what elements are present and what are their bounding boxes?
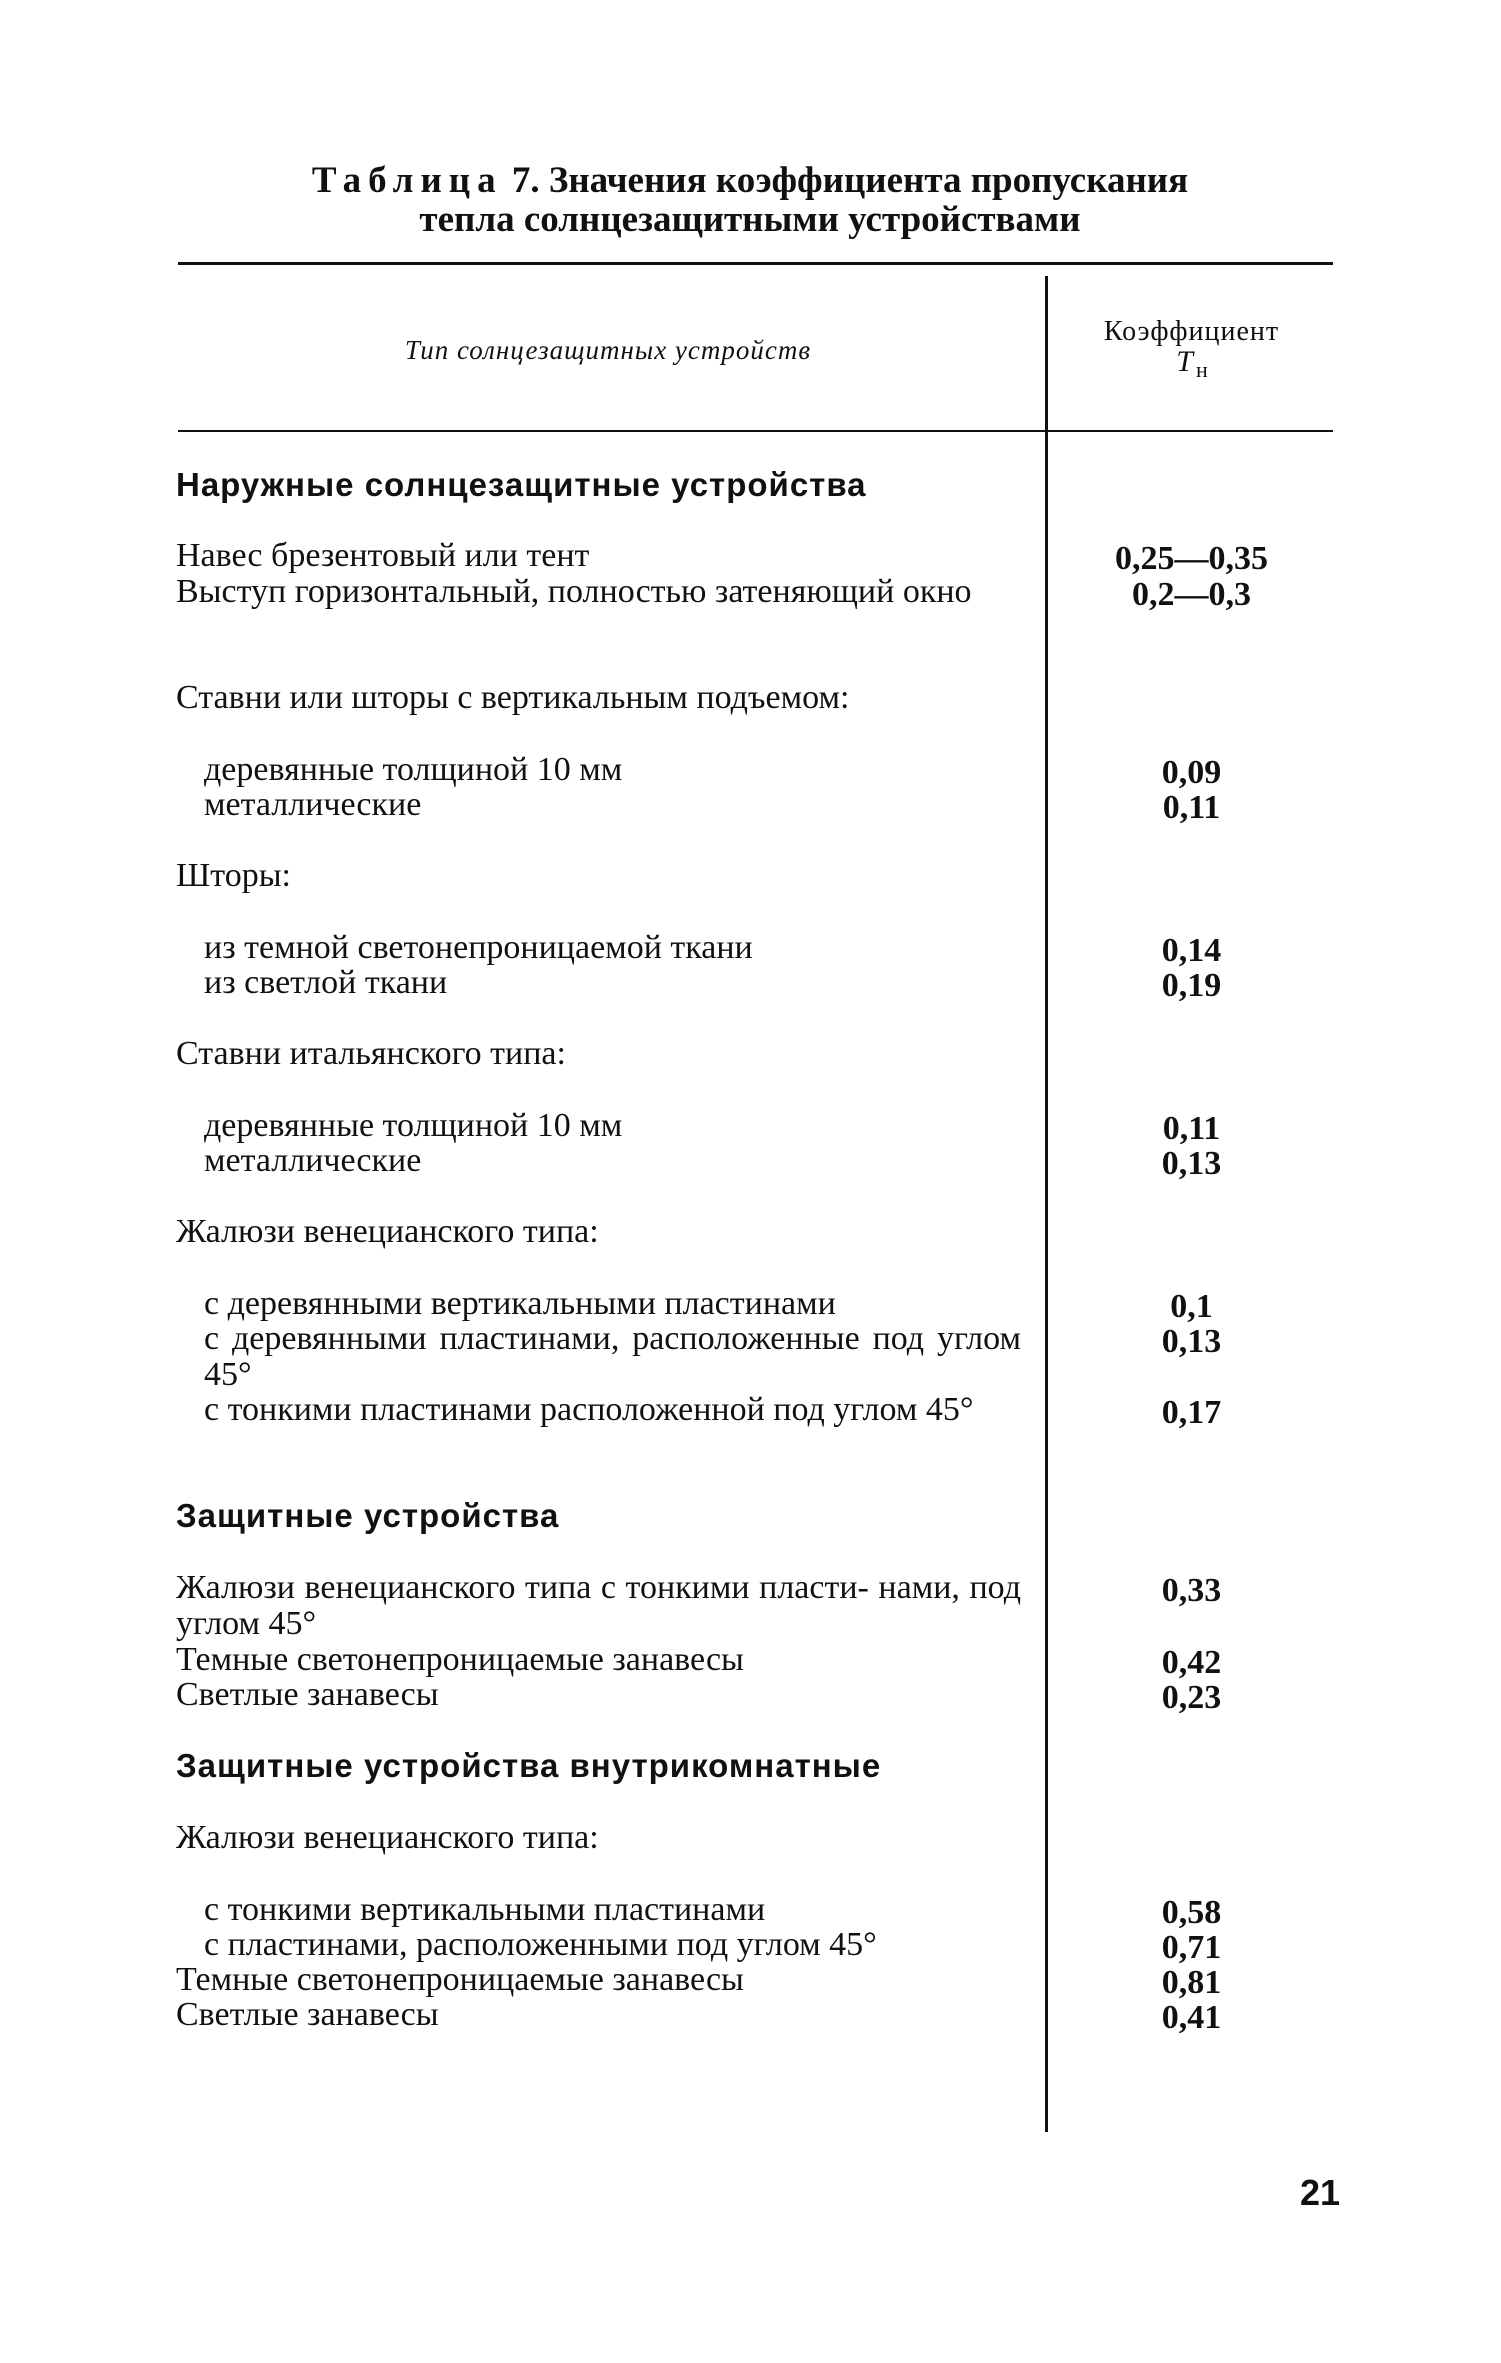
row-value: 0,17 [1161,1394,1222,1431]
row-label: с пластинами, расположенными под углом 45° [204,1926,877,1963]
row-value: 0,58 [1161,1894,1222,1931]
symbol-subscript: н [1195,357,1209,382]
row-value: 0,09 [1161,754,1222,791]
row-label: Светлые занавесы [176,1676,439,1713]
group-label: Ставни итальянского типа: [176,1035,566,1072]
row-value: 0,2—0,3 [1132,576,1251,613]
row-label: Жалюзи венецианского типа с тонкими пласти- нами, под углом 45° [176,1569,1021,1642]
header-coefficient-column [1050,315,1333,381]
row-label: металлические [204,786,422,823]
page-number: 21 [1300,2172,1341,2213]
row-value: 0,11 [1162,789,1221,826]
row-label: деревянные толщиной 10 мм [204,751,623,788]
row-label: Выступ горизонтальный, полностью затеняющий окно [176,573,972,610]
table-title-rest: 7. Значения коэффициента пропускания [502,160,1189,201]
row-value: 0,23 [1161,1679,1222,1716]
section-heading: Наружные солнцезащитные устройства [176,466,867,503]
row-value: 0,41 [1161,1999,1222,2036]
group-label: Ставни или шторы с вертикальным подъемом: [176,679,850,716]
row-label: с тонкими пластинами расположенной под углом 45° [204,1391,974,1428]
header-coefficient-label: Коэффициент [1103,316,1280,347]
row-value: 0,14 [1161,932,1222,969]
row-label: деревянные толщиной 10 мм [204,1107,623,1144]
table-top-rule [178,262,1333,265]
header-bottom-rule [178,430,1333,432]
symbol-t: T [1176,345,1194,378]
row-label: из темной светонепроницаемой ткани [204,929,753,966]
row-value: 0,25—0,35 [1115,540,1268,577]
table-title-line1 [150,161,1350,201]
row-label: металлические [204,1142,422,1179]
column-divider [1045,276,1048,2132]
header-coefficient-symbol [1050,345,1333,381]
row-value: 0,71 [1161,1929,1222,1966]
row-label: Навес брезентовый или тент [176,537,590,574]
row-value: 0,42 [1161,1644,1222,1681]
row-value: 0,1 [1170,1288,1213,1325]
group-label: Жалюзи венецианского типа: [176,1213,599,1250]
row-value: 0,81 [1161,1964,1222,2001]
group-label: Шторы: [176,857,291,894]
row-label: с деревянными пластинами, расположенные под углом 45° [204,1320,1021,1393]
row-value: 0,13 [1161,1323,1222,1360]
header-type-column: Тип солнцезащитных устройств [404,335,812,365]
row-label: Темные светонепроницаемые занавесы [176,1961,744,1998]
group-label: Жалюзи венецианского типа: [176,1819,599,1856]
row-label: из светлой ткани [204,964,448,1001]
row-value: 0,19 [1161,967,1222,1004]
row-value: 0,11 [1162,1110,1221,1147]
section-heading: Защитные устройства внутрикомнатные [176,1747,882,1784]
row-label: с тонкими вертикальными пластинами [204,1891,766,1928]
row-value: 0,33 [1161,1572,1222,1609]
table-title-line2: тепла солнцезащитными устройствами [419,199,1081,240]
row-value: 0,13 [1161,1145,1222,1182]
row-label: с деревянными вертикальными пластинами [204,1285,836,1322]
row-label: Светлые занавесы [176,1996,439,2033]
section-heading: Защитные устройства [176,1497,560,1534]
table-title-label: Таблица [311,160,503,201]
row-label: Темные светонепроницаемые занавесы [176,1641,744,1678]
